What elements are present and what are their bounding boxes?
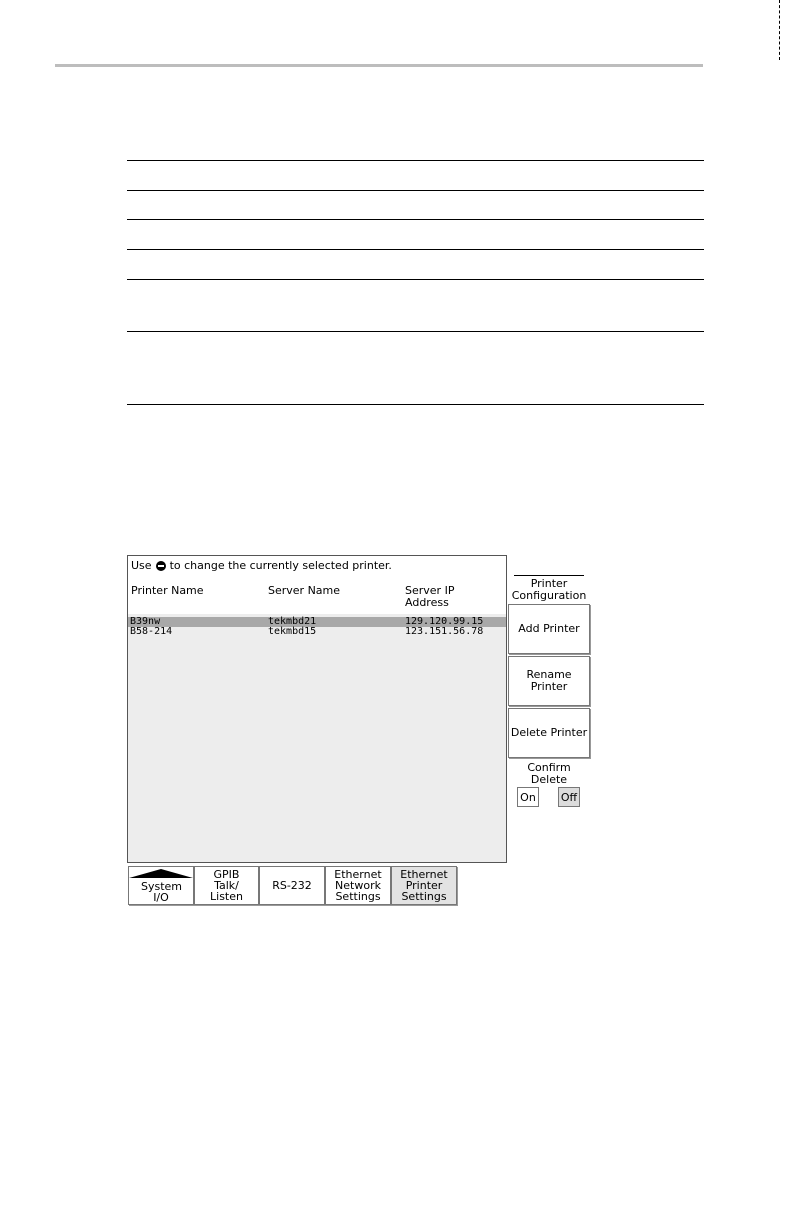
header-rule [55,64,703,67]
server-ip: 129.120.99.15 [405,616,484,627]
confirm-delete-off-toggle[interactable]: Off [558,787,580,807]
col-printer-name: Printer Name [131,584,204,597]
server-name: tekmbd15 [268,626,317,637]
table-rule [127,404,704,405]
rename-printer-button[interactable]: Rename Printer [508,656,590,706]
col-server-ip: Server IP Address [405,584,455,609]
confirm-delete-label: Confirm Delete [527,761,571,786]
tab-ethernet-network[interactable] [325,866,391,905]
tab-label: System I/O [141,879,183,904]
table-rule [127,190,704,191]
tab-label: GPIB Talk/ Listen [210,868,243,903]
tab-label: RS-232 [272,879,312,892]
tab-label: Ethernet Network Settings [334,868,382,903]
instruction-before: Use [131,559,152,572]
column-header-bar [128,574,506,614]
instruction-bar [128,556,506,574]
table-rule [127,331,704,332]
tab-gpib[interactable] [194,866,259,905]
tab-label: Ethernet Printer Settings [400,868,448,903]
tab-rs232[interactable] [259,866,325,905]
table-rule [127,160,704,161]
tab-system-io[interactable] [128,866,194,905]
server-name: tekmbd21 [268,616,317,627]
printer-name: B39nw [130,616,161,627]
general-purpose-knob-icon [156,561,166,571]
table-rule [127,279,704,280]
printer-row[interactable] [128,627,506,637]
confirm-delete-on-toggle[interactable]: On [517,787,539,807]
up-arrow-icon [129,869,193,878]
instruction-after: to change the currently selected printer. [169,559,392,572]
printer-name: B58-214 [130,626,173,637]
printer-list-screen [127,555,507,863]
delete-printer-button[interactable]: Delete Printer [508,708,590,758]
col-server-name: Server Name [268,584,341,597]
tab-ethernet-printer[interactable] [391,866,457,905]
printer-configuration-title: Printer Configuration [506,578,592,602]
cut-line [779,0,781,60]
server-ip: 123.151.56.78 [405,626,484,637]
instruction-text [131,559,392,572]
table-rule [127,219,704,220]
add-printer-button[interactable]: Add Printer [508,604,590,654]
table-rule [127,249,704,250]
